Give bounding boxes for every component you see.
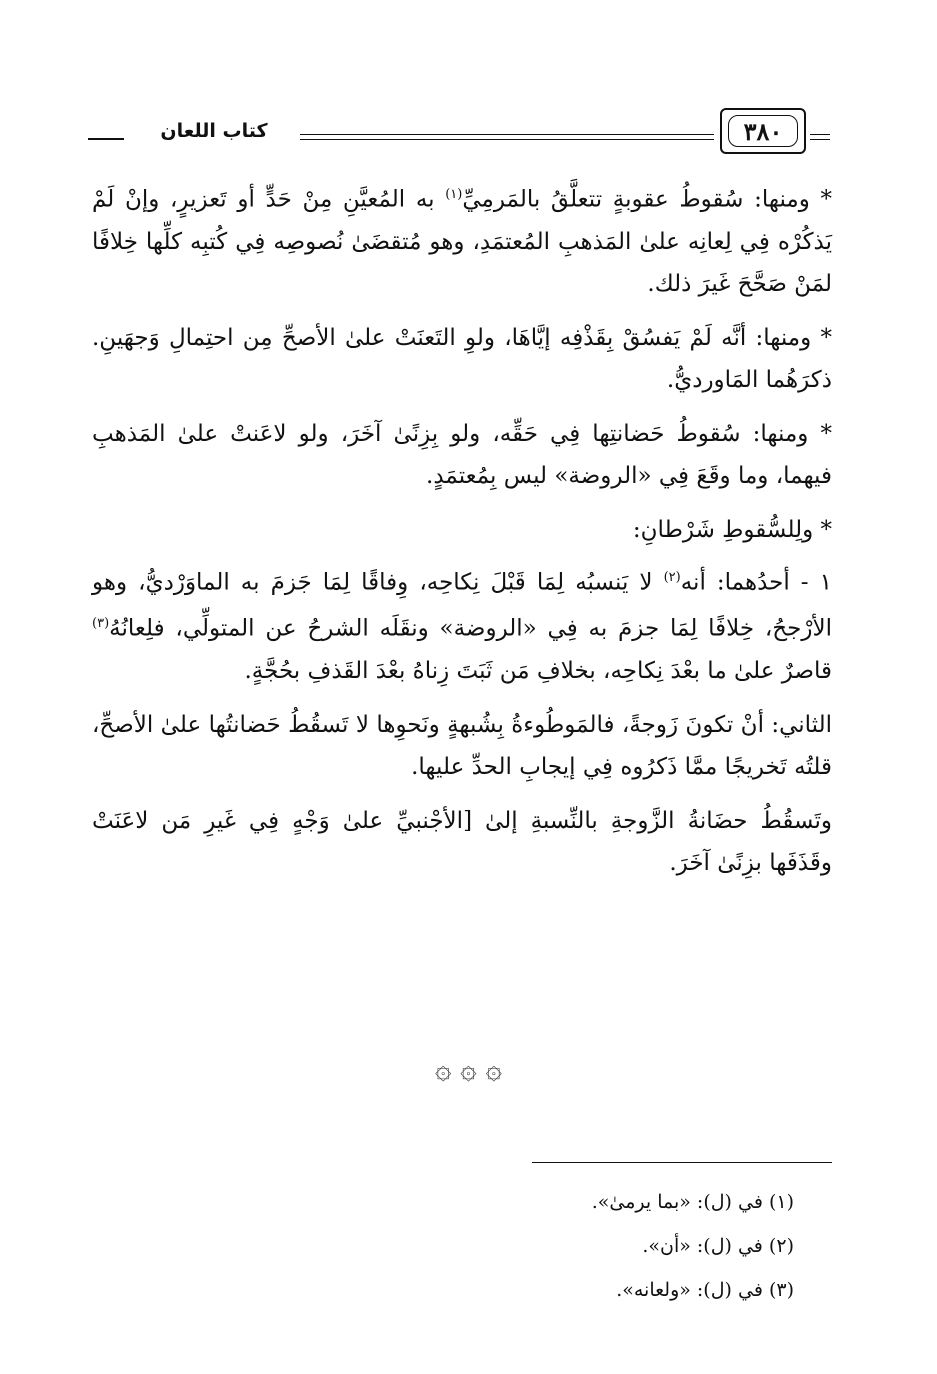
main-text	[92, 174, 832, 896]
footnote-ref-1: (١)	[445, 187, 463, 202]
paragraph-5-text-c: قاصرٌ علىٰ ما بعْدَ نِكاحِه، بخلافِ مَن ثَبَتَ زِناهُ بعْدَ القَذفِ بحُجَّةٍ.	[244, 657, 832, 684]
paragraph-1-text-a: * ومنها: سُقوطُ عقوبةٍ تتعلَّقُ بالمَرمِيِّ	[462, 186, 832, 213]
footnote-ref-2: (٢)	[663, 569, 681, 585]
footnote-2: (٢) في (ل): «أن».	[642, 1235, 794, 1257]
page-number: ٣٨٠	[728, 115, 798, 147]
paragraph-1-text-b: به المُعيَّنِ مِنْ حَدٍّ أو تَعزيرٍ، وإنْ لَمْ يَذكُرْه فِي لِعانِه علىٰ المَذهبِ المُعتمَدِ، وهو مُتقضَىٰ نُصوصِه فِي كُتبِه كلِّها خِلافًا لمَنْ صَحَّحَ غَيرَ ذلك.	[92, 186, 832, 297]
paragraph-1	[92, 174, 832, 305]
footnote-separator	[532, 1162, 832, 1163]
chapter-title: كتاب اللعان	[160, 120, 268, 142]
section-divider-ornament: ۞ ۞ ۞	[434, 1052, 503, 1085]
header-rule-middle	[300, 134, 714, 140]
paragraph-6: الثاني: أنْ تكونَ زَوجةً، فالمَوطُوءةُ بِشُبهةٍ ونَحوِها لا تَسقُطُ حَضانتُها علىٰ الأصحِّ، قلتُه تَخريجًا ممَّا ذَكرُوه فِي إيجابِ الحدِّ عليها.	[92, 711, 832, 780]
page-number-frame	[720, 108, 806, 154]
footnote-3: (٣) في (ل): «ولعانه».	[616, 1279, 794, 1301]
paragraph-2: * ومنها: أنَّه لَمْ يَفسُقْ بِقَذْفِه إيَّاهَا، ولوِ التَعنَتْ علىٰ الأصحِّ مِن احتِمالِ وَجهَينِ. ذكرَهُما المَاورديُّ.	[92, 324, 832, 393]
page-header	[88, 104, 830, 160]
header-rule-right	[810, 134, 830, 140]
footnote-ref-3: (٣)	[92, 616, 110, 632]
header-rule-left	[88, 138, 124, 140]
paragraph-3: * ومنها: سُقوطُ حَضانتِها فِي حَقِّه، ولو بِزِنًىٰ آخَرَ، ولو لاعَنتْ علىٰ المَذهبِ فيهما، وما وقَعَ فِي «الروضة» ليس بِمُعتمَدٍ.	[92, 420, 832, 489]
paragraph-5	[92, 557, 832, 692]
paragraph-5-text-a: ١ - أحدُهما: أنه	[680, 569, 832, 596]
footnote-1: (١) في (ل): «بما يرمىٰ».	[591, 1191, 794, 1213]
footnotes	[92, 1180, 832, 1312]
paragraph-4: * ولِلسُّقوطِ شَرْطانِ:	[632, 516, 832, 543]
paragraph-5-text-b: لا يَنسبُه لِمَا قَبْلَ نِكاحِه، وِفاقًا لِمَا جَزمَ به الماوَرْديُّ، وهو الأرْجحُ، خِلافًا لِمَا جزمَ به فِي «الروضة» ونقَلَه الشرحُ عن المتولِّي، فلِعانُهُ	[92, 569, 832, 642]
paragraph-7: وتَسقُطُ حضَانةُ الزَّوجةِ بالنِّسبةِ إلىٰ [الأجْنبيِّ علىٰ وَجْهٍ فِي غَيرِ مَن لاعَنَتْ وقَذَفَها بزِنًىٰ آخَرَ.	[92, 807, 832, 876]
